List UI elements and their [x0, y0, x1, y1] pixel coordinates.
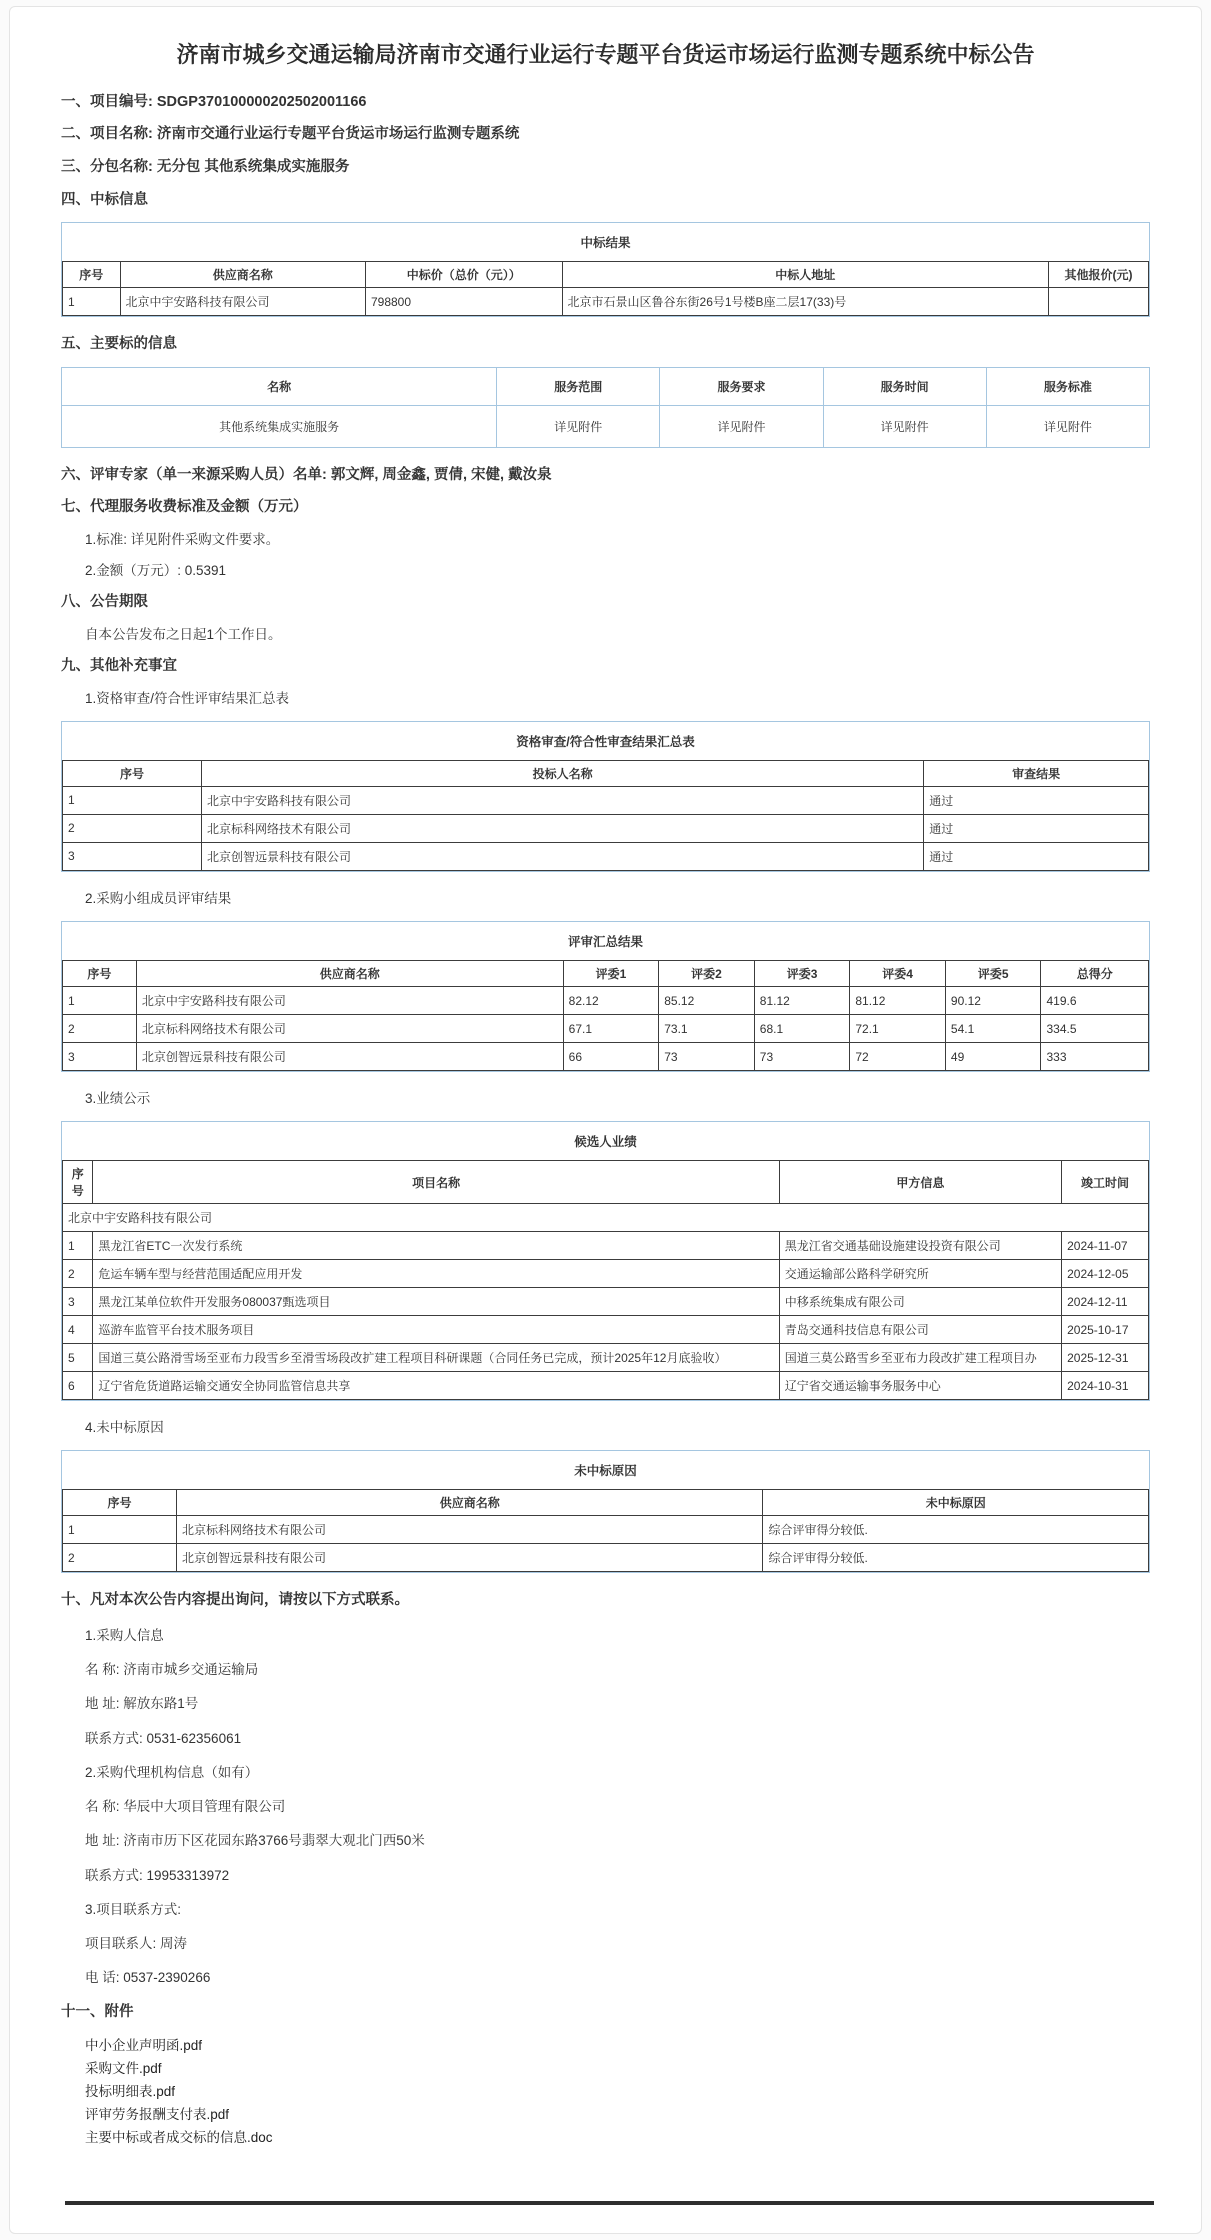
package-name-value: 无分包 其他系统集成实施服务: [156, 159, 350, 176]
table-cell: 1: [63, 987, 137, 1015]
table-cell: 66: [563, 1043, 659, 1071]
table-cell: 交通运输部公路科学研究所: [779, 1260, 1061, 1288]
table-row: [63, 1516, 1149, 1544]
experts-label: 六、评审专家（单一来源采购人员）名单:: [61, 466, 331, 483]
table-cell: 黑龙江某单位软件开发服务080037甄选项目: [93, 1288, 779, 1316]
table-cell: 72.1: [850, 1015, 946, 1043]
table-cell: 通过: [924, 842, 1149, 870]
other-item-evaluation: 2.采购小组成员评审结果: [85, 890, 232, 906]
table-cell: 334.5: [1041, 1015, 1149, 1043]
table-cell: 北京市石景山区鲁谷东街26号1号楼B座二层17(33)号: [562, 288, 1049, 316]
column-header: 中标人地址: [562, 262, 1049, 288]
column-header: 序号: [63, 262, 121, 288]
table-header-row: [63, 760, 1149, 786]
table-cell: 其他系统集成实施服务: [62, 405, 497, 447]
agency-heading: 2.采购代理机构信息（如有）: [85, 1764, 259, 1780]
section-project-name: [61, 125, 1150, 145]
table-row: [63, 1260, 1149, 1288]
section-other-heading: 九、其他补充事宜: [61, 658, 177, 675]
table-cell: 通过: [924, 814, 1149, 842]
attachment-link[interactable]: 主要中标或者成交标的信息.doc: [85, 2130, 273, 2146]
section-main-subject-heading: 五、主要标的信息: [61, 336, 177, 353]
agency-fee-amount: 2.金额（万元）: 0.5391: [85, 563, 227, 579]
table-cell: 1: [63, 1232, 93, 1260]
column-header: 审查结果: [924, 760, 1149, 786]
attachment-link[interactable]: 评审劳务报酬支付表.pdf: [85, 2107, 230, 2123]
column-header: 评委2: [659, 961, 755, 987]
table-cell: 81.12: [850, 987, 946, 1015]
project-contact-person: 项目联系人: 周涛: [85, 1936, 188, 1952]
table-cell: 国道三莫公路滑雪场至亚布力段雪乡至滑雪场段改扩建工程项目科研课题（合同任务已完成，预计2025年12月底验收）: [93, 1344, 779, 1372]
column-header: 甲方信息: [779, 1161, 1061, 1204]
table-row: [63, 1204, 1149, 1232]
table-cell: 综合评审得分较低.: [763, 1516, 1149, 1544]
table-row: [63, 1288, 1149, 1316]
column-header: 其他报价(元): [1049, 262, 1149, 288]
table-cell: 2024-12-11: [1062, 1288, 1149, 1316]
table-cell: 黑龙江省ETC一次发行系统: [93, 1232, 779, 1260]
table-cell: 90.12: [945, 987, 1041, 1015]
performance-caption: 候选人业绩: [574, 1135, 637, 1150]
table-cell: 辽宁省交通运输事务服务中心: [779, 1372, 1061, 1400]
project-name-value: 济南市交通行业运行专题平台货运市场运行监测专题系统: [156, 126, 520, 143]
evaluation-grid: [62, 960, 1149, 1071]
table-cell: 详见附件: [986, 405, 1149, 447]
section-attachments-heading: 十一、附件: [61, 2004, 134, 2021]
table-cell: 419.6: [1041, 987, 1149, 1015]
period-body: 自本公告发布之日起1个工作日。: [85, 626, 282, 642]
project-contact-phone: 电 话: 0537-2390266: [85, 1970, 211, 1986]
column-header: 序号: [63, 1490, 177, 1516]
qualification-table: [61, 721, 1150, 872]
table-row: [63, 288, 1149, 316]
table-cell: 4: [63, 1316, 93, 1344]
table-cell: 5: [63, 1344, 93, 1372]
attachment-link[interactable]: 投标明细表.pdf: [85, 2084, 176, 2100]
table-cell: 1: [63, 288, 121, 316]
table-cell: 82.12: [563, 987, 659, 1015]
table-row: [62, 405, 1150, 447]
table-row: [63, 814, 1149, 842]
page-title: 济南市城乡交通运输局济南市交通行业运行专题平台货运市场运行监测专题系统中标公告: [176, 42, 1035, 67]
table-row: [63, 786, 1149, 814]
purchaser-address: 地 址: 解放东路1号: [85, 1696, 199, 1712]
column-header: 服务要求: [660, 367, 823, 405]
table-cell: 85.12: [659, 987, 755, 1015]
table-cell: 黑龙江省交通基础设施建设投资有限公司: [779, 1232, 1061, 1260]
column-header: 未中标原因: [763, 1490, 1149, 1516]
table-cell: 3: [63, 842, 202, 870]
non-award-table: [61, 1450, 1150, 1573]
table-cell: 49: [945, 1043, 1041, 1071]
table-cell: 2: [63, 814, 202, 842]
table-cell: 73: [659, 1043, 755, 1071]
table-cell: 详见附件: [497, 405, 660, 447]
award-result-table: [61, 222, 1150, 317]
column-header: 名称: [62, 367, 497, 405]
column-header: 项目名称: [93, 1161, 779, 1204]
table-cell: 798800: [365, 288, 562, 316]
table-cell: 73: [754, 1043, 850, 1071]
purchaser-phone: 联系方式: 0531-62356061: [85, 1730, 242, 1746]
column-header: 投标人名称: [202, 760, 924, 786]
project-number-value: SDGP370100000202502001166: [156, 93, 367, 110]
experts-value: 郭文辉, 周金鑫, 贾倩, 宋健, 戴汝泉: [330, 466, 552, 483]
table-row: [63, 1015, 1149, 1043]
table-cell: 6: [63, 1372, 93, 1400]
column-header: 服务范围: [497, 367, 660, 405]
table-row: [63, 987, 1149, 1015]
table-cell: 通过: [924, 786, 1149, 814]
table-cell: 2025-10-17: [1062, 1316, 1149, 1344]
section-contact-heading: 十、凡对本次公告内容提出询问，请按以下方式联系。: [61, 1592, 409, 1609]
agency-phone: 联系方式: 19953313972: [85, 1867, 230, 1883]
agency-fee-standard: 1.标准: 详见附件采购文件要求。: [85, 531, 280, 547]
non-award-grid: [62, 1489, 1149, 1572]
column-header: 竣工时间: [1062, 1161, 1149, 1204]
table-cell: 333: [1041, 1043, 1149, 1071]
column-header: 总得分: [1041, 961, 1149, 987]
table-cell: 北京中宇安路科技有限公司: [202, 786, 924, 814]
table-cell: 详见附件: [823, 405, 986, 447]
table-cell: 北京创智远景科技有限公司: [177, 1544, 763, 1572]
table-cell: 青岛交通科技信息有限公司: [779, 1316, 1061, 1344]
table-cell: 国道三莫公路雪乡至亚布力段改扩建工程项目办: [779, 1344, 1061, 1372]
table-row: [63, 1372, 1149, 1400]
bottom-divider: [65, 2201, 1154, 2205]
table-cell: 68.1: [754, 1015, 850, 1043]
table-cell: 1: [63, 786, 202, 814]
column-header: 中标价（总价（元））: [365, 262, 562, 288]
section-experts: [61, 466, 1150, 486]
other-item-performance: 3.业绩公示: [85, 1091, 151, 1107]
section-package-name: [61, 158, 1150, 178]
performance-table: [61, 1121, 1150, 1401]
package-name-label: 三、分包名称:: [61, 159, 157, 176]
column-header: 供应商名称: [177, 1490, 763, 1516]
table-header-row: [63, 961, 1149, 987]
table-cell: 3: [63, 1288, 93, 1316]
table-cell: 北京标科网络技术有限公司: [136, 1015, 563, 1043]
table-cell: 2: [63, 1015, 137, 1043]
table-cell: 2024-10-31: [1062, 1372, 1149, 1400]
column-header: 服务时间: [823, 367, 986, 405]
table-row: [63, 1316, 1149, 1344]
column-header: 供应商名称: [136, 961, 563, 987]
table-cell: 72: [850, 1043, 946, 1071]
award-result-grid: [62, 261, 1149, 316]
section-agency-fee-heading: 七、代理服务收费标准及金额（万元）: [61, 499, 308, 516]
table-cell: 详见附件: [660, 405, 823, 447]
table-cell: [1049, 288, 1149, 316]
table-cell: 73.1: [659, 1015, 755, 1043]
table-cell: 1: [63, 1516, 177, 1544]
evaluation-table: [61, 921, 1150, 1072]
award-result-caption: 中标结果: [580, 236, 631, 251]
agency-name: 名 称: 华辰中大项目管理有限公司: [85, 1799, 286, 1815]
table-row: [63, 842, 1149, 870]
table-row: [63, 1232, 1149, 1260]
table-row: [63, 1344, 1149, 1372]
column-header: 评委3: [754, 961, 850, 987]
table-cell: 危运车辆车型与经营范围适配应用开发: [93, 1260, 779, 1288]
attachment-link[interactable]: 中小企业声明函.pdf: [85, 2038, 203, 2054]
agency-address: 地 址: 济南市历下区花园东路3766号翡翠大观北门西50米: [85, 1833, 425, 1849]
table-cell: 2: [63, 1260, 93, 1288]
table-cell: 北京中宇安路科技有限公司: [120, 288, 365, 316]
table-cell: 北京中宇安路科技有限公司: [136, 987, 563, 1015]
column-header: 序号: [63, 1161, 93, 1204]
column-header: 评委1: [563, 961, 659, 987]
table-cell: 北京标科网络技术有限公司: [177, 1516, 763, 1544]
table-header-row: [63, 262, 1149, 288]
table-header-row: [63, 1161, 1149, 1204]
project-name-label: 二、项目名称:: [61, 126, 157, 143]
table-cell: 2024-11-07: [1062, 1232, 1149, 1260]
column-header: 服务标准: [986, 367, 1149, 405]
table-cell: 中移系统集成有限公司: [779, 1288, 1061, 1316]
table-cell: 综合评审得分较低.: [763, 1544, 1149, 1572]
table-cell: 北京中宇安路科技有限公司: [63, 1204, 1149, 1232]
purchaser-heading: 1.采购人信息: [85, 1628, 164, 1644]
table-cell: 北京创智远景科技有限公司: [202, 842, 924, 870]
other-item-non-award: 4.未中标原因: [85, 1420, 164, 1436]
qualification-grid: [62, 760, 1149, 871]
table-cell: 2: [63, 1544, 177, 1572]
evaluation-caption: 评审汇总结果: [567, 935, 643, 950]
column-header: 评委5: [945, 961, 1041, 987]
section-period-heading: 八、公告期限: [61, 594, 148, 611]
announcement-page: [9, 6, 1202, 2234]
table-cell: 81.12: [754, 987, 850, 1015]
section-award-info-heading: 四、中标信息: [61, 191, 148, 208]
main-subject-table: [61, 367, 1150, 448]
qualification-caption: 资格审查/符合性审查结果汇总表: [516, 734, 695, 749]
column-header: 供应商名称: [120, 262, 365, 288]
attachment-link[interactable]: 采购文件.pdf: [85, 2061, 162, 2077]
purchaser-name: 名 称: 济南市城乡交通运输局: [85, 1662, 259, 1678]
table-cell: 3: [63, 1043, 137, 1071]
table-row: [63, 1043, 1149, 1071]
section-project-number: [61, 93, 1150, 113]
column-header: 序号: [63, 760, 202, 786]
table-cell: 辽宁省危货道路运输交通安全协同监管信息共享: [93, 1372, 779, 1400]
table-cell: 北京创智远景科技有限公司: [136, 1043, 563, 1071]
project-contact-heading: 3.项目联系方式:: [85, 1901, 182, 1917]
table-cell: 2025-12-31: [1062, 1344, 1149, 1372]
non-award-caption: 未中标原因: [574, 1464, 637, 1479]
table-header-row: [62, 367, 1150, 405]
table-cell: 2024-12-05: [1062, 1260, 1149, 1288]
project-number-label: 一、项目编号:: [61, 93, 157, 110]
table-row: [63, 1544, 1149, 1572]
table-cell: 54.1: [945, 1015, 1041, 1043]
table-cell: 北京标科网络技术有限公司: [202, 814, 924, 842]
table-cell: 67.1: [563, 1015, 659, 1043]
table-header-row: [63, 1490, 1149, 1516]
column-header: 序号: [63, 961, 137, 987]
other-item-qualification: 1.资格审查/符合性评审结果汇总表: [85, 690, 290, 706]
table-cell: 巡游车监管平台技术服务项目: [93, 1316, 779, 1344]
column-header: 评委4: [850, 961, 946, 987]
performance-grid: [62, 1160, 1149, 1400]
